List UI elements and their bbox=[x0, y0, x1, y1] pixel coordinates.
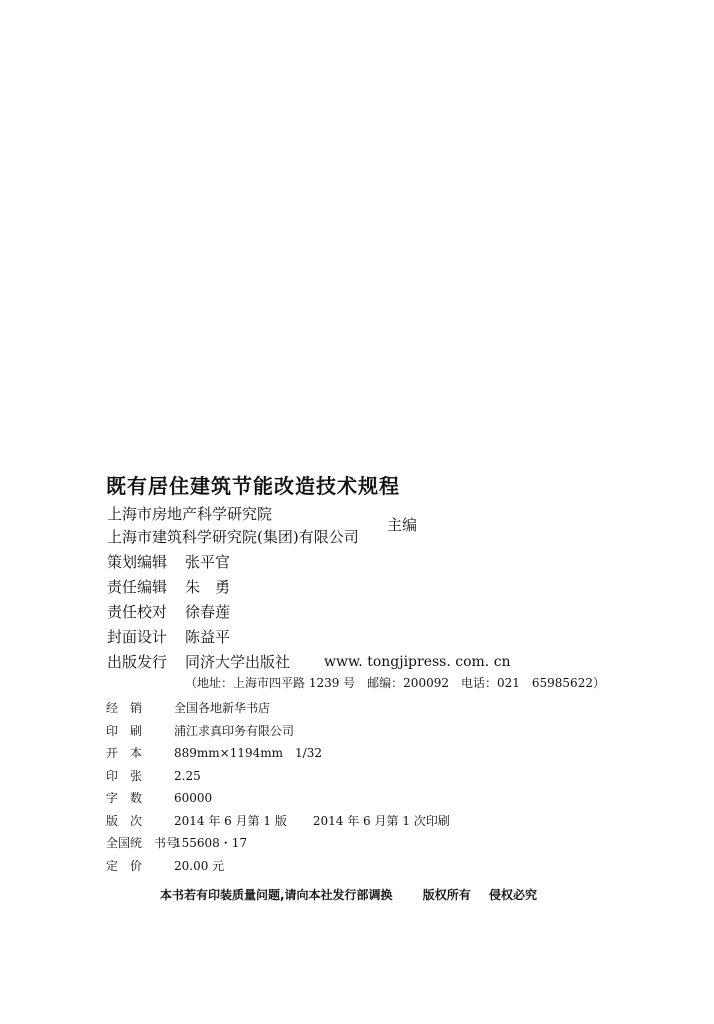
publisher-address: （地址：上海市四平路 1239 号 邮编：200092 电话：021 65985622） bbox=[185, 676, 605, 690]
editor-org-1: 上海市房地产科学研究院 bbox=[107, 505, 273, 523]
info-value: 2.25 bbox=[174, 768, 201, 783]
staff-list bbox=[107, 550, 511, 675]
info-label: 定 价 bbox=[106, 858, 143, 873]
staff-row-planning-editor bbox=[107, 550, 511, 575]
infringement-notice: 侵权必究 bbox=[488, 888, 537, 902]
rights-reserved: 版权所有 bbox=[422, 888, 471, 902]
info-label: 印 张 bbox=[106, 768, 143, 783]
book-title: 既有居住建筑节能改造技术规程 bbox=[106, 474, 400, 498]
quality-notice-text: 本书若有印装质量问题,请向本社发行部调换 bbox=[160, 888, 393, 902]
info-value-printing: 2014 年 6 月第 1 次印刷 bbox=[312, 813, 450, 828]
info-value: 浦江求真印务有限公司 bbox=[174, 723, 295, 738]
staff-row-cover-design bbox=[107, 625, 511, 650]
info-row-edition bbox=[106, 810, 450, 833]
info-row-distribution bbox=[106, 697, 450, 720]
info-value: 20.00 元 bbox=[174, 858, 225, 873]
staff-label: 出版发行 bbox=[107, 653, 168, 671]
quality-notice bbox=[160, 886, 537, 903]
publication-info bbox=[106, 697, 450, 877]
editor-organizations bbox=[107, 503, 359, 549]
staff-value: 徐春莲 bbox=[185, 603, 231, 621]
info-label: 开 本 bbox=[106, 746, 143, 760]
publisher-name: 同济大学出版社 bbox=[185, 653, 291, 671]
info-label: 全国统 书号 bbox=[106, 836, 179, 850]
info-label: 印 刷 bbox=[106, 723, 143, 738]
info-row-printing bbox=[106, 720, 450, 743]
staff-row-responsible-editor bbox=[107, 575, 511, 600]
staff-value: 朱 勇 bbox=[185, 578, 231, 596]
info-value: 2014 年 6 月第 1 版 bbox=[174, 813, 287, 828]
info-value: 60000 bbox=[174, 791, 213, 805]
info-value: 155608・17 bbox=[174, 836, 248, 850]
info-row-isbn bbox=[106, 832, 450, 855]
staff-label: 责任编辑 bbox=[107, 578, 168, 596]
staff-label: 责任校对 bbox=[107, 603, 168, 621]
info-value: 全国各地新华书店 bbox=[174, 701, 271, 715]
staff-row-publisher bbox=[107, 650, 511, 675]
editor-role: 主编 bbox=[387, 516, 418, 534]
staff-label: 封面设计 bbox=[107, 628, 168, 646]
info-value: 889mm×1194mm 1/32 bbox=[174, 746, 322, 760]
info-label: 版 次 bbox=[106, 813, 143, 828]
staff-row-proofreader bbox=[107, 600, 511, 625]
editor-org-2: 上海市建筑科学研究院(集团)有限公司 bbox=[107, 528, 359, 546]
staff-value: 张平官 bbox=[185, 553, 231, 571]
publisher-website: www. tongjipress. com. cn bbox=[324, 654, 511, 670]
info-row-sheets bbox=[106, 765, 450, 788]
staff-label: 策划编辑 bbox=[107, 553, 168, 571]
info-label: 经 销 bbox=[106, 701, 143, 715]
info-label: 字 数 bbox=[106, 791, 143, 805]
staff-value: 陈益平 bbox=[185, 628, 231, 646]
info-row-price bbox=[106, 855, 450, 878]
info-row-format bbox=[106, 742, 450, 765]
info-row-word-count bbox=[106, 787, 450, 810]
